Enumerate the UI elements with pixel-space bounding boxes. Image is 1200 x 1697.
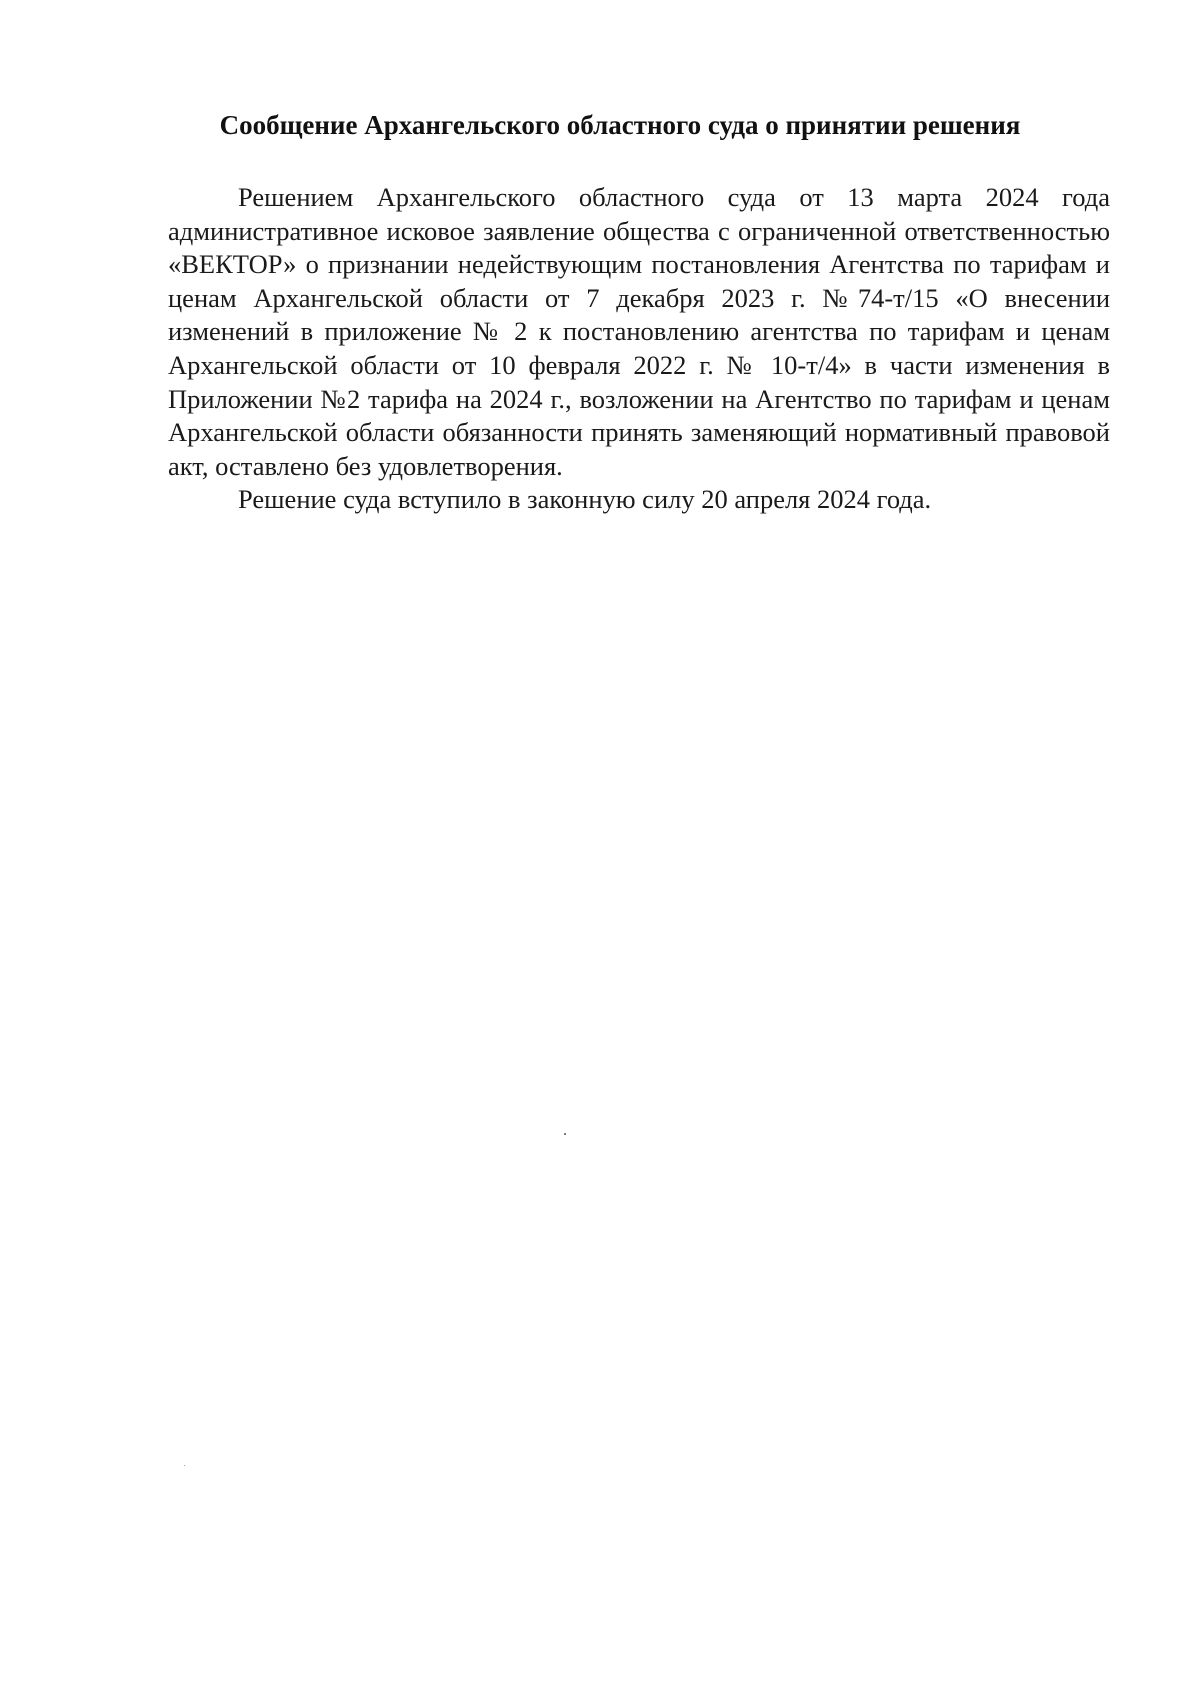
scan-speck (184, 1465, 185, 1466)
paragraph-decision: Решением Архангельского областного суда от 13 марта 2024 года административное исковое заявление общества с ограниченной ответственностью «ВЕКТОР» о признании недействующим постановления Агентства по тарифам и ценам Архангельской области от 7 декабря 2023 г. №74-т/15 «О внесении изменений в приложение № 2 к постановлению агентства по тарифам и ценам Архангельской области от 10 февраля 2022 г. № 10-т/4» в части изменения в Приложении №2 тарифа на 2024 г., возложении на Агентство по тарифам и ценам Архангельской области обязанности принять заменяющий нормативный правовой акт, оставлено без удовлетворения. (168, 182, 1110, 481)
paragraph-effective-date: Решение суда вступило в законную силу 20 апреля 2024 года. (238, 484, 932, 515)
document-title: Сообщение Архангельского областного суда о принятии решения (219, 110, 1021, 140)
document-body (168, 181, 1110, 517)
scan-speck (564, 1133, 566, 1135)
